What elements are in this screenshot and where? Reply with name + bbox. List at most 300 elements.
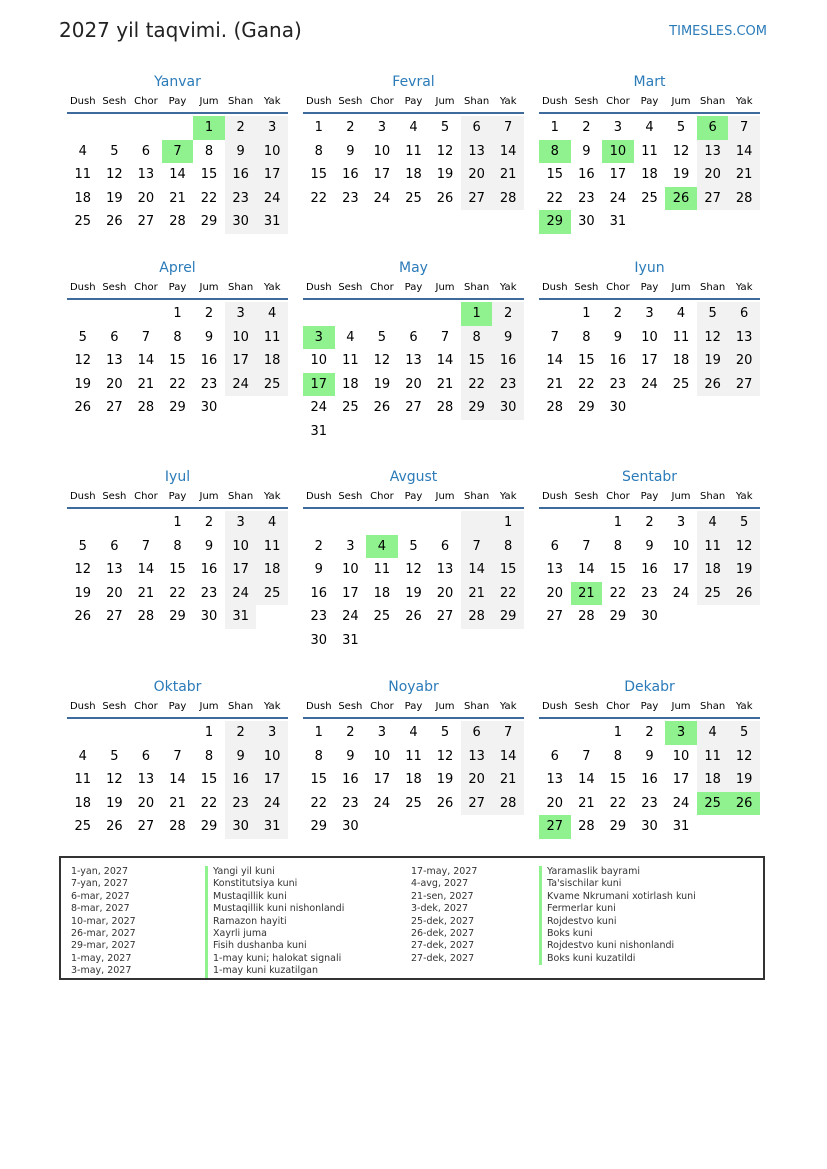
weekday-label: Dush <box>69 282 96 293</box>
day-cell: 14 <box>169 167 186 183</box>
day-cell: 4 <box>78 143 87 159</box>
day-cell: 5 <box>110 143 119 159</box>
day-cell: 20 <box>137 190 155 206</box>
day-empty <box>99 116 131 140</box>
day-cell: 24 <box>256 187 288 211</box>
day-cell: 31 <box>609 214 627 230</box>
day-cell: 18 <box>74 795 92 811</box>
day-cell: 15 <box>310 772 328 788</box>
day-cell: 19 <box>106 190 123 206</box>
day-empty <box>697 210 729 234</box>
day-empty <box>130 721 162 745</box>
month-name: Iyul <box>164 469 191 485</box>
week-row <box>67 815 288 839</box>
day-cell: 8 <box>204 143 214 159</box>
day-cell: 5 <box>409 538 418 554</box>
week-row <box>67 511 288 535</box>
day-cell: 9 <box>346 748 355 764</box>
legend-holiday-name: Fisih dushanba kuni <box>205 940 344 952</box>
day-cell: 17 <box>672 772 690 788</box>
week-row <box>303 582 524 606</box>
day-cell: 18 <box>697 768 729 792</box>
day-cell: 18 <box>74 190 92 206</box>
weekday-label: Sesh <box>102 282 127 293</box>
day-cell: 5 <box>676 120 686 135</box>
day-cell: 19 <box>436 772 454 788</box>
day-cell: 16 <box>578 167 595 183</box>
day-empty <box>335 302 367 326</box>
weekday-label: Pay <box>640 491 659 502</box>
legend-holiday-name: Ramazon hayiti <box>205 916 344 928</box>
day-cell: 4 <box>346 329 355 345</box>
day-cell: 20 <box>546 795 564 811</box>
day-cell: 7 <box>550 329 559 345</box>
day-cell: 24 <box>310 400 328 416</box>
day-cell: 4 <box>256 511 288 535</box>
day-cell: 7 <box>162 140 194 164</box>
weekday-label: Yak <box>499 701 517 712</box>
weekday-label: Jum <box>199 701 219 712</box>
day-cell: 3 <box>303 326 335 350</box>
weekday-label: Yak <box>263 701 281 712</box>
day-cell: 16 <box>342 772 359 788</box>
day-cell: 22 <box>492 582 524 606</box>
day-cell: 12 <box>672 143 690 159</box>
day-cell: 17 <box>225 558 257 582</box>
day-empty <box>130 116 162 140</box>
weekday-label: Pay <box>168 701 187 712</box>
weekday-label: Yak <box>499 96 517 107</box>
day-cell: 30 <box>641 609 658 625</box>
day-cell: 25 <box>405 190 422 206</box>
weekday-header <box>539 489 760 509</box>
weekday-label: Dush <box>305 701 332 712</box>
week-row <box>303 163 524 187</box>
day-cell: 16 <box>225 163 257 187</box>
legend-names <box>539 866 696 965</box>
day-cell: 8 <box>582 329 591 345</box>
day-cell: 11 <box>641 143 658 159</box>
day-cell: 21 <box>137 585 155 601</box>
day-cell: 25 <box>74 819 92 835</box>
weeks <box>303 300 524 444</box>
day-cell: 4 <box>645 120 654 135</box>
day-cell: 8 <box>492 535 524 559</box>
day-cell: 8 <box>613 538 623 554</box>
legend-date: 27-dek, 2027 <box>411 940 475 952</box>
weekday-label: Jum <box>435 96 455 107</box>
day-empty <box>67 116 99 140</box>
legend-date: 25-dek, 2027 <box>411 915 475 927</box>
day-cell: 21 <box>728 163 760 187</box>
weekday-label: Sesh <box>574 96 599 107</box>
day-cell: 26 <box>728 582 760 606</box>
day-cell: 4 <box>676 306 686 321</box>
day-cell: 19 <box>728 558 760 582</box>
week-row <box>539 396 760 420</box>
day-cell: 21 <box>461 582 493 606</box>
month-fevral <box>303 72 524 210</box>
month-sentabr <box>539 467 760 629</box>
day-cell: 24 <box>672 795 690 811</box>
day-cell: 11 <box>373 562 391 578</box>
day-cell: 12 <box>74 562 92 578</box>
weekday-label: Yak <box>735 282 753 293</box>
day-cell: 6 <box>697 116 729 140</box>
day-cell: 23 <box>200 376 218 392</box>
day-cell: 1 <box>314 725 323 740</box>
day-cell: 29 <box>609 819 627 835</box>
month-name: Oktabr <box>153 679 202 695</box>
week-row <box>539 721 760 745</box>
day-cell: 2 <box>645 515 654 530</box>
day-cell: 13 <box>546 772 564 788</box>
day-cell: 22 <box>169 585 186 601</box>
week-row <box>539 187 760 211</box>
weekday-label: Dush <box>541 491 568 502</box>
day-cell: 28 <box>546 400 564 416</box>
day-cell: 23 <box>578 190 595 206</box>
day-cell: 7 <box>173 748 182 764</box>
legend-date: 26-dek, 2027 <box>411 927 475 939</box>
day-cell: 30 <box>310 632 328 648</box>
day-cell: 4 <box>697 511 729 535</box>
weekday-label: Dush <box>305 491 332 502</box>
day-cell: 13 <box>697 140 729 164</box>
day-cell: 9 <box>492 326 524 350</box>
weekday-label: Yak <box>499 491 517 502</box>
day-cell: 28 <box>137 400 155 416</box>
day-cell: 21 <box>137 376 155 392</box>
week-row <box>67 210 288 234</box>
legend-holiday-name: Yangi yil kuni <box>205 866 344 878</box>
legend-holiday-name: Xayrli juma <box>205 928 344 940</box>
weeks <box>67 719 288 839</box>
weekday-label: Chor <box>370 96 394 107</box>
day-cell: 30 <box>225 210 257 234</box>
day-cell: 9 <box>204 329 214 345</box>
week-row <box>539 815 760 839</box>
day-cell: 11 <box>405 748 422 764</box>
day-empty <box>99 721 131 745</box>
day-cell: 13 <box>436 562 454 578</box>
day-cell: 7 <box>582 748 591 764</box>
day-cell: 23 <box>492 373 524 397</box>
day-cell: 28 <box>492 187 524 211</box>
day-cell: 5 <box>377 329 387 345</box>
day-cell: 27 <box>137 214 155 230</box>
weekday-label: Chor <box>606 701 630 712</box>
weekday-label: Shan <box>464 96 490 107</box>
weekday-label: Sesh <box>338 491 363 502</box>
day-cell: 2 <box>645 725 654 740</box>
day-cell: 18 <box>641 167 658 183</box>
weekday-header <box>539 699 760 719</box>
legend-date: 4-avg, 2027 <box>411 878 469 890</box>
day-cell: 11 <box>697 535 729 559</box>
day-cell: 29 <box>539 210 571 234</box>
legend-holiday-name: Fermerlar kuni <box>539 903 696 915</box>
day-cell: 1 <box>613 725 623 740</box>
week-row <box>67 116 288 140</box>
day-cell: 28 <box>137 609 155 625</box>
day-cell: 28 <box>461 605 493 629</box>
day-empty <box>67 511 99 535</box>
weekday-label: Shan <box>700 96 726 107</box>
day-cell: 23 <box>609 376 627 392</box>
day-cell: 23 <box>342 190 359 206</box>
day-empty <box>366 302 398 326</box>
day-cell: 1 <box>492 511 524 535</box>
weekday-label: Pay <box>168 491 187 502</box>
day-cell: 1 <box>461 302 493 326</box>
weekday-label: Pay <box>168 96 187 107</box>
day-cell: 19 <box>697 349 729 373</box>
day-cell: 2 <box>492 302 524 326</box>
day-cell: 3 <box>645 306 654 321</box>
day-empty <box>398 629 430 653</box>
day-cell: 5 <box>697 302 729 326</box>
day-cell: 7 <box>492 116 524 140</box>
week-row <box>303 815 524 839</box>
weekday-label: Pay <box>640 701 659 712</box>
day-cell: 15 <box>200 772 218 788</box>
weekday-header <box>303 699 524 719</box>
day-cell: 20 <box>436 585 454 601</box>
week-row <box>539 163 760 187</box>
day-empty <box>67 721 99 745</box>
day-cell: 23 <box>641 795 658 811</box>
day-empty <box>665 605 697 629</box>
weekday-label: Chor <box>370 282 394 293</box>
day-cell: 3 <box>256 721 288 745</box>
month-avgust <box>303 467 524 653</box>
day-cell: 23 <box>200 585 218 601</box>
day-cell: 3 <box>346 538 355 554</box>
day-empty <box>728 815 760 839</box>
day-cell: 7 <box>728 116 760 140</box>
day-cell: 14 <box>728 140 760 164</box>
day-cell: 25 <box>256 373 288 397</box>
day-cell: 25 <box>405 795 422 811</box>
weekday-header <box>539 94 760 114</box>
day-cell: 16 <box>200 562 218 578</box>
holiday-legend <box>59 856 765 980</box>
legend-holiday-name: Kvame Nkrumani xotirlash kuni <box>539 891 696 903</box>
day-cell: 22 <box>461 373 493 397</box>
day-cell: 3 <box>665 721 697 745</box>
day-cell: 13 <box>728 326 760 350</box>
day-cell: 15 <box>200 167 218 183</box>
month-name: Yanvar <box>154 74 201 90</box>
day-cell: 18 <box>672 353 690 369</box>
weekday-header <box>303 94 524 114</box>
week-row <box>539 792 760 816</box>
day-cell: 28 <box>578 609 595 625</box>
day-cell: 10 <box>672 748 690 764</box>
weekday-header <box>67 699 288 719</box>
month-oktabr <box>67 677 288 839</box>
day-cell: 4 <box>78 748 87 764</box>
day-cell: 30 <box>225 815 257 839</box>
weeks <box>539 509 760 629</box>
week-row <box>539 558 760 582</box>
day-cell: 7 <box>492 721 524 745</box>
day-empty <box>492 420 524 444</box>
day-cell: 6 <box>409 329 418 345</box>
day-cell: 2 <box>204 306 214 321</box>
month-iyul <box>67 467 288 629</box>
day-cell: 20 <box>728 349 760 373</box>
weekday-label: Jum <box>199 96 219 107</box>
day-cell: 5 <box>78 329 87 345</box>
day-cell: 27 <box>461 792 493 816</box>
day-cell: 29 <box>578 400 595 416</box>
weekday-label: Chor <box>134 491 158 502</box>
day-cell: 24 <box>342 609 359 625</box>
day-cell: 5 <box>440 120 450 135</box>
week-row <box>539 605 760 629</box>
day-cell: 11 <box>672 329 690 345</box>
week-row <box>539 535 760 559</box>
legend-date: 21-sen, 2027 <box>411 890 474 902</box>
day-cell: 4 <box>697 721 729 745</box>
day-cell: 10 <box>225 326 257 350</box>
day-cell: 7 <box>141 538 151 554</box>
week-row <box>67 582 288 606</box>
weekday-label: Chor <box>606 282 630 293</box>
month-yanvar <box>67 72 288 234</box>
day-cell: 14 <box>137 353 155 369</box>
day-cell: 10 <box>225 535 257 559</box>
legend-date: 10-mar, 2027 <box>71 915 136 927</box>
day-cell: 29 <box>492 605 524 629</box>
weekday-label: Shan <box>700 282 726 293</box>
day-cell: 1 <box>582 306 591 321</box>
day-cell: 6 <box>141 143 151 159</box>
week-row <box>539 745 760 769</box>
weekday-label: Pay <box>404 96 423 107</box>
week-row <box>303 396 524 420</box>
day-cell: 25 <box>373 609 391 625</box>
legend-date: 7-yan, 2027 <box>71 878 128 890</box>
month-name: Fevral <box>392 74 435 90</box>
day-cell: 12 <box>436 748 454 764</box>
day-cell: 7 <box>141 329 151 345</box>
day-cell: 10 <box>602 140 634 164</box>
day-cell: 11 <box>342 353 359 369</box>
day-cell: 2 <box>582 120 591 135</box>
day-cell: 25 <box>697 792 729 816</box>
weekday-label: Shan <box>228 96 254 107</box>
day-cell: 21 <box>546 376 564 392</box>
day-cell: 16 <box>310 585 328 601</box>
week-row <box>303 792 524 816</box>
week-row <box>303 629 524 653</box>
day-empty <box>728 210 760 234</box>
legend-date: 1-may, 2027 <box>71 952 132 964</box>
day-cell: 17 <box>641 353 658 369</box>
legend-holiday-name: Boks kuni <box>539 928 696 940</box>
day-cell: 6 <box>461 721 493 745</box>
weekday-label: Yak <box>263 282 281 293</box>
legend-holiday-name: 1-may kuni kuzatilgan <box>205 965 344 977</box>
day-cell: 15 <box>169 353 186 369</box>
day-cell: 13 <box>405 353 422 369</box>
day-cell: 1 <box>173 306 182 321</box>
day-cell: 9 <box>314 562 323 578</box>
weekday-label: Shan <box>464 282 490 293</box>
day-cell: 3 <box>377 725 387 740</box>
week-row <box>67 558 288 582</box>
weeks <box>67 300 288 420</box>
day-cell: 13 <box>461 745 493 769</box>
day-cell: 24 <box>225 582 257 606</box>
day-cell: 12 <box>405 562 422 578</box>
day-cell: 12 <box>728 535 760 559</box>
day-empty <box>398 815 430 839</box>
month-name: Dekabr <box>624 679 675 695</box>
day-cell: 30 <box>492 396 524 420</box>
weekday-label: Pay <box>640 282 659 293</box>
site-link[interactable]: TIMESLES.COM <box>669 24 767 39</box>
day-cell: 11 <box>697 745 729 769</box>
weekday-label: Jum <box>671 282 691 293</box>
day-cell: 30 <box>609 400 627 416</box>
day-cell: 29 <box>169 400 186 416</box>
day-cell: 9 <box>225 745 257 769</box>
week-row <box>539 768 760 792</box>
day-cell: 28 <box>492 792 524 816</box>
legend-date: 8-mar, 2027 <box>71 903 130 915</box>
day-cell: 9 <box>613 329 623 345</box>
day-cell: 14 <box>492 140 524 164</box>
day-cell: 27 <box>106 400 123 416</box>
day-cell: 8 <box>314 143 323 159</box>
day-cell: 13 <box>106 562 123 578</box>
day-cell: 10 <box>373 143 391 159</box>
week-row <box>303 721 524 745</box>
weekday-label: Jum <box>671 701 691 712</box>
day-cell: 26 <box>697 373 729 397</box>
day-cell: 12 <box>373 353 391 369</box>
day-cell: 12 <box>436 143 454 159</box>
day-cell: 21 <box>492 163 524 187</box>
day-cell: 24 <box>641 376 658 392</box>
day-cell: 18 <box>256 558 288 582</box>
day-cell: 19 <box>373 376 391 392</box>
day-cell: 11 <box>74 167 92 183</box>
day-empty <box>492 815 524 839</box>
day-cell: 17 <box>672 562 690 578</box>
day-cell: 12 <box>728 745 760 769</box>
weeks <box>303 719 524 839</box>
day-cell: 22 <box>169 376 186 392</box>
day-cell: 3 <box>676 515 686 530</box>
day-cell: 11 <box>256 326 288 350</box>
day-cell: 5 <box>728 511 760 535</box>
day-cell: 29 <box>609 609 627 625</box>
day-empty <box>634 396 666 420</box>
day-empty <box>571 511 603 535</box>
legend-dates <box>411 866 477 965</box>
weekday-label: Dush <box>69 96 96 107</box>
day-cell: 26 <box>405 609 422 625</box>
weekday-label: Sesh <box>574 701 599 712</box>
day-cell: 22 <box>609 585 627 601</box>
day-cell: 18 <box>697 558 729 582</box>
day-cell: 28 <box>436 400 454 416</box>
